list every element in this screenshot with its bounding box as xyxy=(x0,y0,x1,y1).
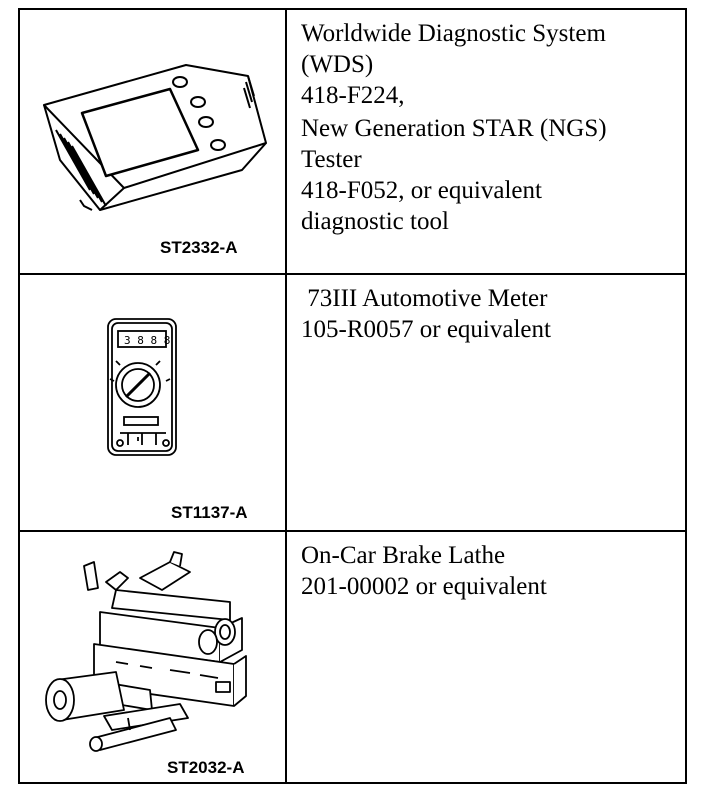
description-line: Tester xyxy=(301,146,362,173)
tool-row-lathe xyxy=(20,530,685,782)
description-line: (WDS) xyxy=(301,51,374,78)
description-line: 73III Automotive Meter xyxy=(301,285,548,312)
svg-text:3 8 8 8: 3 8 8 8 xyxy=(124,334,171,347)
tool-row-wds xyxy=(20,10,685,273)
tool-description xyxy=(289,275,685,530)
multimeter-icon xyxy=(20,275,287,532)
figure-label: ST2332-A xyxy=(160,238,238,257)
description-line: diagnostic tool xyxy=(301,208,449,235)
description-line: 105-R0057 or equivalent xyxy=(301,316,551,343)
tool-description xyxy=(289,10,685,273)
description-line: 418-F052, or equivalent xyxy=(301,177,542,204)
tool-row-meter xyxy=(20,273,685,530)
tool-illustration-cell xyxy=(20,275,287,530)
description-line: 201-00002 or equivalent xyxy=(301,573,547,600)
tool-illustration-cell xyxy=(20,10,287,273)
special-tools-table xyxy=(18,8,687,784)
tool-description xyxy=(289,532,685,782)
figure-label: ST2032-A xyxy=(167,758,245,777)
brake-lathe-icon xyxy=(20,532,287,784)
description-line: Worldwide Diagnostic System xyxy=(301,20,606,47)
description-line: On-Car Brake Lathe xyxy=(301,542,506,569)
tool-illustration-cell xyxy=(20,532,287,782)
description-line: New Generation STAR (NGS) xyxy=(301,115,607,142)
diagnostic-tester-icon xyxy=(20,10,287,273)
description-line: 418-F224, xyxy=(301,82,405,109)
figure-label: ST1137-A xyxy=(171,503,248,522)
